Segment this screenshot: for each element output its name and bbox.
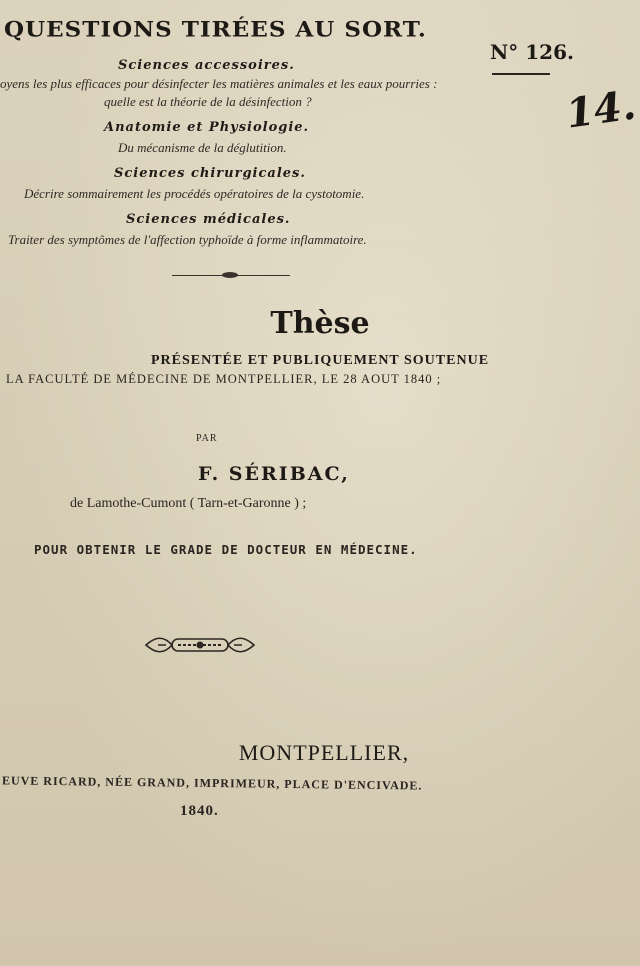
imprint-printer: EUVE RICARD, NÉE GRAND, IMPRIMEUR, PLACE D'ENCIVADE. [1,773,423,793]
section-line: Décrire sommairement les procédés opératoires de la cystotomie. [24,186,365,201]
section-line: quelle est la théorie de la désinfection ? [104,94,312,109]
section-line: Du mécanisme de la déglutition. [118,140,287,155]
questions-title: QUESTIONS TIRÉES AU SORT. [4,16,427,43]
thesis-author: F. SÉRIBAC, [198,463,350,485]
document-number: N° 126. [490,40,574,64]
section-heading-anatomie: Anatomie et Physiologie. [104,120,310,135]
handwritten-note: 14. [563,81,639,138]
thesis-origin: de Lamothe-Cumont ( Tarn-et-Garonne ) ; [70,496,307,511]
section-line: Traiter des symptômes de l'affection typhoïde à forme inflammatoire. [8,232,367,247]
section-heading-chirurgicales: Sciences chirurgicales. [114,166,306,181]
thesis-by: PAR [196,433,218,444]
number-underline [492,73,550,75]
section-line: oyens les plus efficaces pour désinfecter les matières animales et les eaux pourries : [0,76,438,91]
divider-ornament [222,272,238,278]
section-heading-medicales: Sciences médicales. [126,212,291,227]
imprint-year: 1840. [180,803,219,819]
thesis-presented: PRÉSENTÉE ET PUBLIQUEMENT SOUTENUE [150,353,490,368]
section-heading-accessoires: Sciences accessoires. [118,58,295,73]
thesis-degree: POUR OBTENIR LE GRADE DE DOCTEUR EN MÉDECINE. [34,542,418,557]
ornament-flourish [144,634,256,656]
imprint-city: MONTPELLIER, [238,740,410,765]
thesis-faculty: LA FACULTÉ DE MÉDECINE DE MONTPELLIER, LE 28 AOUT 1840 ; [6,372,442,386]
thesis-title: Thèse [270,306,370,341]
